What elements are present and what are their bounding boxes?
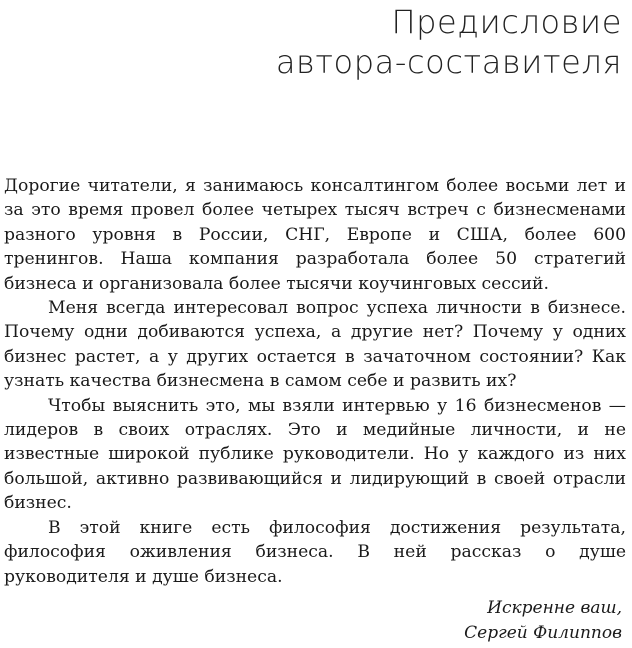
paragraph-3: Чтобы выяснить это, мы взяли интервью у 16 бизнесменов — лидеров в своих отраслях. Это и медийные личности, и не известные широкой публике руководители. Но у каждого из них большой, активно развивающийся и лидирующий в своей отрасли бизнес. [4, 395, 626, 514]
chapter-title [276, 2, 622, 82]
signature-author: Сергей Филиппов [464, 623, 622, 643]
paragraph-1: Дорогие читатели, я занимаюсь консалтингом более восьми лет и за это время провел более четырех тысяч встреч с бизнесменами разного уровня в России, СНГ, Европе и США, более 600 тренингов. Наша компания разработала более 50 стратегий бизнеса и организовала более тысячи коучинговых сессий. [4, 176, 626, 294]
chapter-title-line-2: автора-составителя [275, 43, 622, 81]
preface-body [4, 174, 626, 589]
signature-closing: Искренне ваш, [487, 598, 622, 618]
paragraph-2: Меня всегда интересовал вопрос успеха личности в бизнесе. Почему одни добиваются успеха, а другие нет? Почему у одних бизнес растет, а у других остается в зачаточном состоянии? Как узнать качества бизнесмена в самом себе и развить их? [4, 298, 626, 392]
signature-block [464, 596, 622, 646]
chapter-title-line-1: Предисловие [391, 3, 622, 41]
paragraph-4: В этой книге есть философия достижения результата, философия оживления бизнеса. В ней рассказ о душе руководителя и душе бизнеса. [4, 517, 626, 587]
book-page [4, 0, 626, 648]
